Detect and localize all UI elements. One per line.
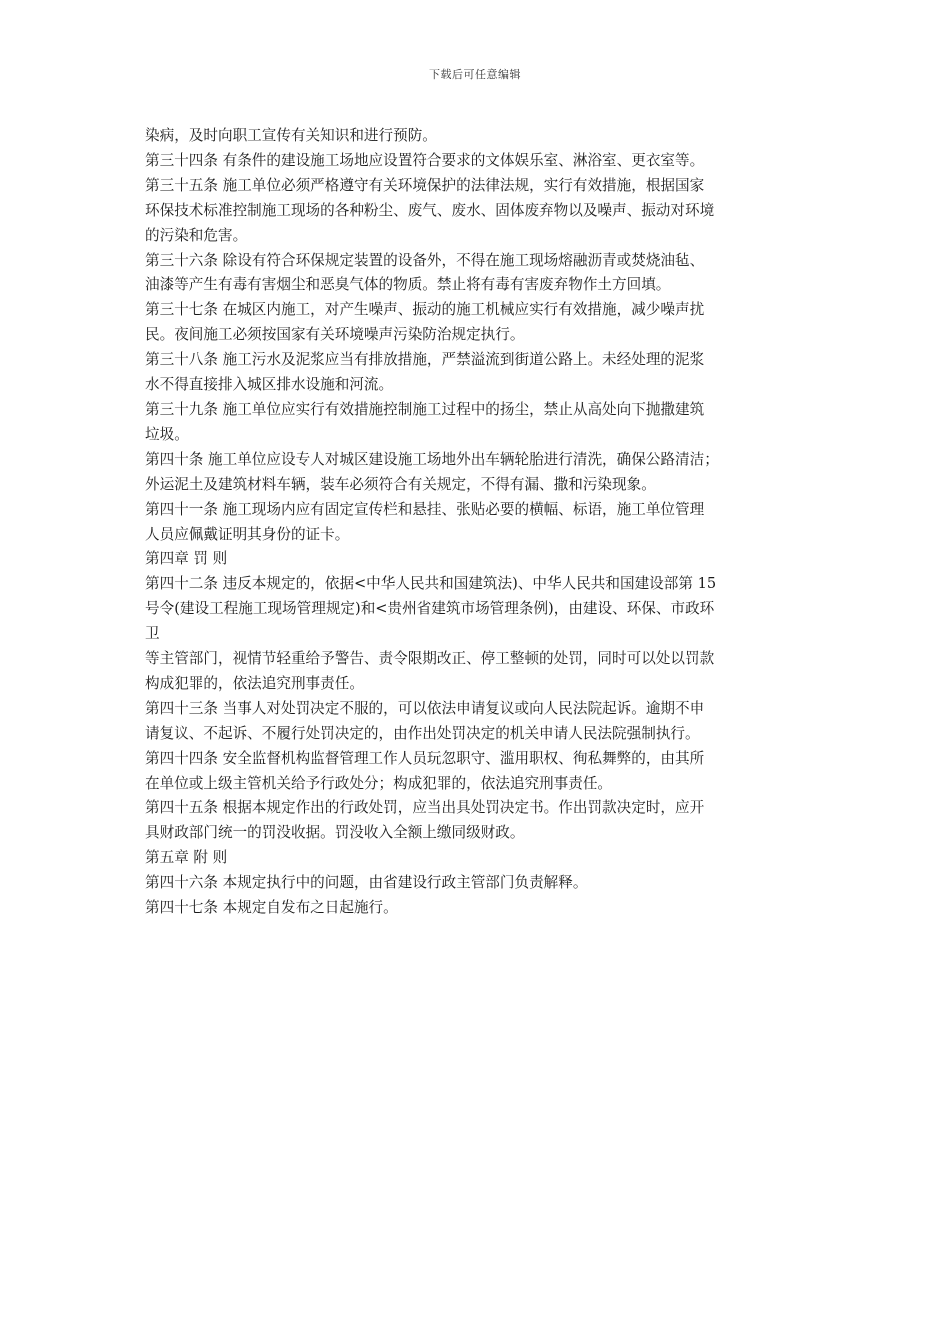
article-45-line: 第四十五条 根据本规定作出的行政处罚，应当出具处罚决定书。作出罚款决定时，应开 (145, 799, 705, 817)
chapter-5-heading: 第五章 附 则 (145, 849, 228, 867)
text-line: 卫 (145, 625, 160, 643)
article-42-line: 第四十二条 违反本规定的，依据<中华人民共和国建筑法)、中华人民共和国建设部第 15 (145, 575, 717, 593)
text-line: 在单位或上级主管机关给予行政处分；构成犯罪的，依法追究刑事责任。 (145, 774, 613, 792)
article-34-line: 第三十四条 有条件的建设施工场地应设置符合要求的文体娱乐室、淋浴室、更衣室等。 (145, 151, 705, 169)
article-37-line: 第三十七条 在城区内施工，对产生噪声、振动的施工机械应实行有效措施，减少噪声扰 (145, 301, 705, 319)
article-46-line: 第四十六条 本规定执行中的问题，由省建设行政主管部门负责解释。 (145, 874, 588, 892)
article-47-line: 第四十七条 本规定自发布之日起施行。 (145, 899, 398, 917)
text-line: 号令(建设工程施工现场管理规定)和<贵州省建筑市场管理条例)，由建设、环保、市政环 (145, 600, 715, 618)
text-line: 具财政部门统一的罚没收据。罚没收入全额上缴同级财政。 (145, 824, 525, 842)
article-38-line: 第三十八条 施工污水及泥浆应当有排放措施，严禁溢流到街道公路上。未经处理的泥浆 (145, 351, 705, 369)
article-43-line: 第四十三条 当事人对处罚决定不服的，可以依法申请复议或向人民法院起诉。逾期不申 (145, 699, 705, 717)
text-line: 民。夜间施工必须按国家有关环境噪声污染防治规定执行。 (145, 326, 525, 344)
article-35-line: 第三十五条 施工单位必须严格遵守有关环境保护的法律法规，实行有效措施，根据国家 (145, 176, 705, 194)
text-line: 染病，及时向职工宣传有关知识和进行预防。 (145, 127, 437, 144)
text-line: 构成犯罪的，依法追究刑事责任。 (145, 674, 364, 692)
text-line: 油漆等产生有毒有害烟尘和恶臭气体的物质。禁止将有毒有害废弃物作土方回填。 (145, 276, 671, 294)
chapter-4-heading: 第四章 罚 则 (145, 550, 228, 568)
text-line: 外运泥土及建筑材料车辆，装车必须符合有关规定，不得有漏、撒和污染现象。 (145, 475, 656, 493)
article-41-line: 第四十一条 施工现场内应有固定宣传栏和悬挂、张贴必要的横幅、标语，施工单位管理 (145, 500, 705, 518)
text-line: 环保技术标准控制施工现场的各种粉尘、废气、废水、固体废弃物以及噪声、振动对环境 (145, 201, 715, 219)
article-36-line: 第三十六条 除设有符合环保规定装置的设备外，不得在施工现场熔融沥青或焚烧油毡、 (145, 251, 705, 269)
article-44-line: 第四十四条 安全监督机构监督管理工作人员玩忽职守、滥用职权、徇私舞弊的，由其所 (145, 749, 705, 767)
page-header: 下载后可任意编辑 (429, 68, 521, 81)
text-line: 的污染和危害。 (145, 226, 248, 244)
document-body (145, 124, 817, 921)
text-line: 垃圾。 (145, 425, 189, 443)
article-40-line: 第四十条 施工单位应设专人对城区建设施工场地外出车辆轮胎进行清洗，确保公路清洁； (145, 450, 719, 468)
text-line: 水不得直接排入城区排水设施和河流。 (145, 376, 394, 394)
article-39-line: 第三十九条 施工单位应实行有效措施控制施工过程中的扬尘，禁止从高处向下抛撒建筑 (145, 400, 705, 418)
text-line: 请复议、不起诉、不履行处罚决定的，由作出处罚决定的机关申请人民法院强制执行。 (145, 724, 700, 742)
text-line: 人员应佩戴证明其身份的证卡。 (145, 525, 350, 543)
text-line: 等主管部门，视情节轻重给予警告、责令限期改正、停工整顿的处罚，同时可以处以罚款 (145, 650, 715, 668)
